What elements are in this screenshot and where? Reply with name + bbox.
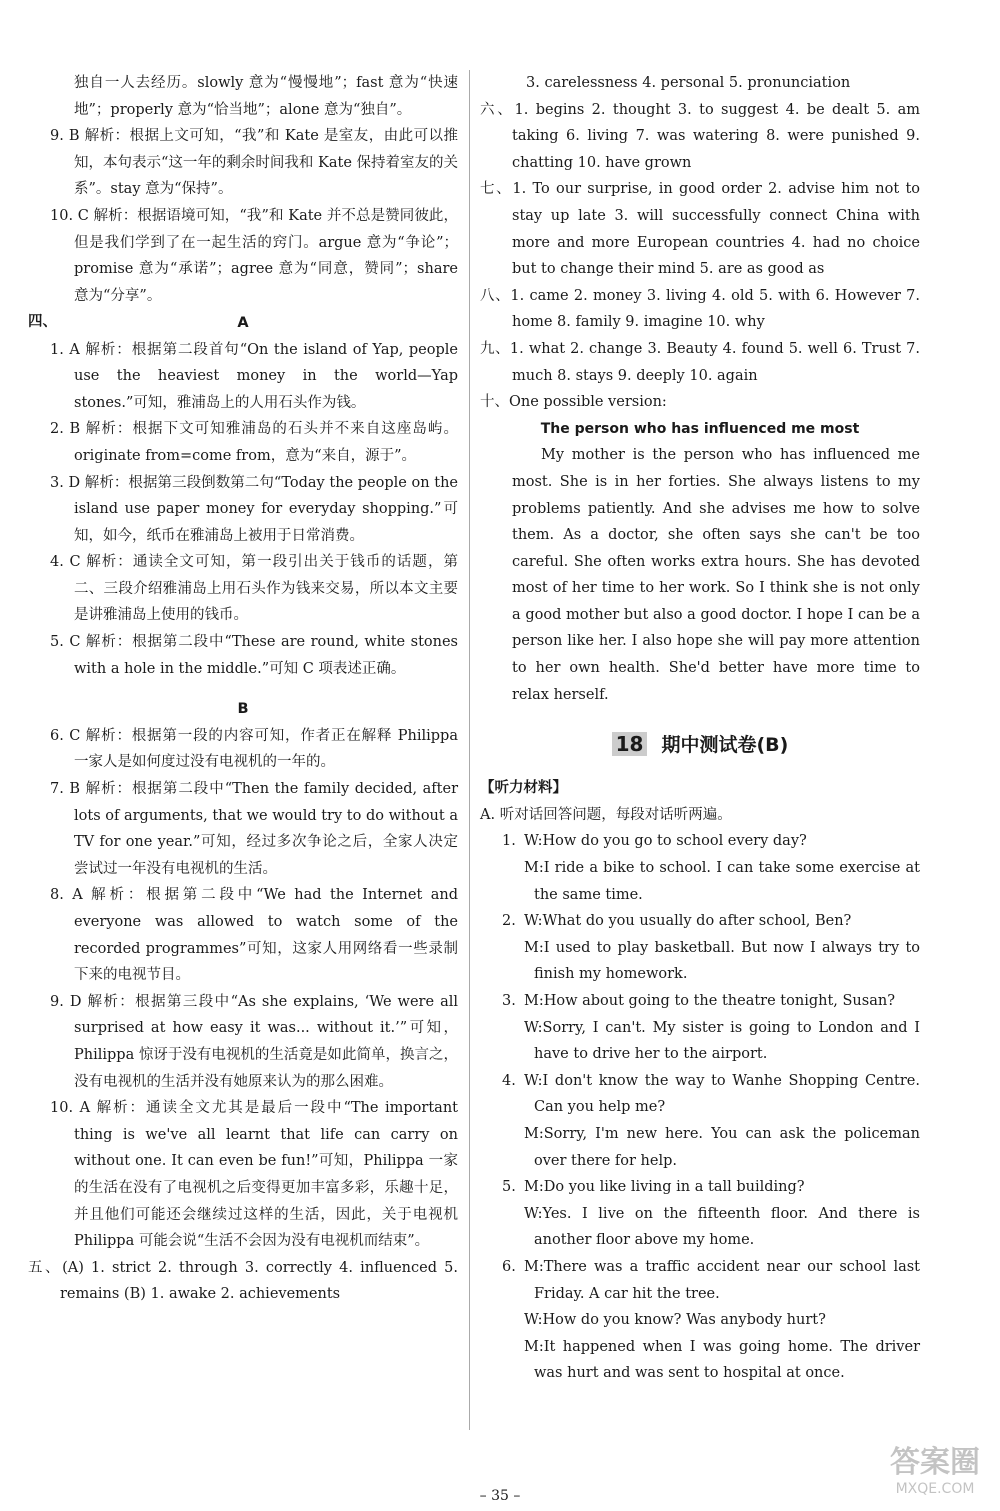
- speaker-label: M:: [524, 1338, 544, 1355]
- dialogue-line: [480, 1201, 920, 1254]
- dialogue-text: What do you usually do after school, Ben?: [542, 913, 852, 930]
- essay-title: The person who has influenced me most: [540, 420, 860, 437]
- speaker-label: M:: [524, 860, 544, 877]
- dialogue-text: Sorry, I'm new here. You can ask the policeman over there for help.: [534, 1125, 920, 1169]
- answer-a4: 4. C 解析：通读全文可知，第一段引出关于钱币的话题，第二、三段介绍雅浦岛上用石头作为钱来交易，所以本文主要是讲雅浦岛上使用的钱币。: [50, 554, 458, 624]
- section-seven: 七、1. To our surprise, in good order 2. advise him not to stay up late 3. will successfully connect China with more and more European countries 4. had no choice but to change their mind 5. are as good as: [480, 181, 920, 278]
- listening-heading: 【听力材料】: [480, 780, 567, 797]
- speaker-label: W:: [524, 913, 543, 930]
- dialogue-text: How do you know? Was anybody hurt?: [542, 1312, 826, 1329]
- passage-a-label: A: [237, 314, 249, 331]
- dialogue-line: [480, 1121, 920, 1174]
- dialogue-line: [480, 1254, 920, 1307]
- dialogue-text: I ride a bike to school. I can take some exercise at the same time.: [534, 860, 920, 903]
- dialogue-text: Sorry, I can't. My sister is going to London and I have to drive her to the airport.: [534, 1019, 920, 1063]
- chapter-title: 期中测试卷(B): [661, 734, 789, 757]
- section-eight: 八、1. came 2. money 3. living 4. old 5. with 6. However 7. home 8. family 9. imagine 10. why: [480, 287, 920, 331]
- watermark-text: 答案圈: [890, 1445, 980, 1480]
- dialogue-text: How about going to the theatre tonight, Susan?: [543, 993, 895, 1009]
- dialogue-text: Yes. I live on the fifteenth floor. And there is another floor above my home.: [534, 1205, 920, 1249]
- page-number: – 35 –: [479, 1488, 521, 1504]
- answer-b6: 6. C 解析：根据第一段的内容可知，作者正在解释 Philippa 一家人是如何度过没有电视机的一年的。: [50, 727, 458, 771]
- answer-text: 独自一人去经历。slowly 意为“慢慢地”；fast 意为“快速地”；properly 意为“恰当地”；alone 意为“独自”。: [74, 75, 458, 118]
- dialogue-line: [480, 1334, 920, 1387]
- section-ten: 十、One possible version:: [480, 394, 667, 411]
- answer-b8: 8. A 解析：根据第二段中“We had the Internet and everyone was allowed to watch some of the recorded programmes”可知，这家人用网络看一些录制下来的电视节目。: [50, 887, 458, 984]
- dialogue-line: [480, 1015, 920, 1068]
- speaker-label: W:: [524, 1205, 543, 1222]
- answer-a1: 1. A 解析：根据第二段首句“On the island of Yap, people use the heaviest money in the world—Yap stones.”可知，雅浦岛上的人用石头作为钱。: [50, 341, 458, 411]
- dialogue-text: I used to play basketball. But now I always try to finish my homework.: [534, 939, 920, 983]
- speaker-label: W:: [524, 833, 543, 850]
- answer-a2: 2. B 解析：根据下文可知雅浦岛的石头并不来自这座岛屿。originate from=come from，意为“来自，源于”。: [50, 421, 458, 464]
- right-column: [480, 70, 920, 1387]
- column-divider: [469, 70, 470, 1430]
- answer-a5: 5. C 解析：根据第二段中“These are round, white stones with a hole in the middle.”可知 C 项表述正确。: [50, 634, 458, 677]
- dialogue-text: Do you like living in a tall building?: [543, 1179, 805, 1196]
- speaker-label: M:: [524, 939, 544, 956]
- dialogue-list: [480, 828, 920, 1386]
- speaker-label: W:: [524, 1312, 543, 1329]
- dialogue-text: I don't know the way to Wanhe Shopping Centre. Can you help me?: [534, 1072, 920, 1116]
- dialogue-number: 6.: [502, 1258, 516, 1275]
- dialogue-line: [480, 855, 920, 908]
- chapter-heading: [480, 730, 920, 757]
- dialogue-line: [480, 908, 920, 935]
- speaker-label: M:: [524, 1125, 544, 1142]
- watermark-logo: [880, 1445, 990, 1505]
- dialogue-line: [480, 1174, 920, 1201]
- speaker-label: W:: [524, 1019, 543, 1036]
- answer-item-10: 10. C 解析：根据语境可知，“我”和 Kate 并不总是赞同彼此，但是我们学到了在一起生活的窍门。argue 意为“争论”；promise 意为“承诺”；agree 意为“同意，赞同”；share 意为“分享”。: [50, 207, 458, 304]
- watermark-url: MXQE.COM: [895, 1481, 975, 1497]
- dialogue-line: [480, 1068, 920, 1121]
- answer-a3: 3. D 解析：根据第三段倒数第二句“Today the people on the island use paper money for everyday shopping.”可知，如今，纸币在雅浦岛上被用于日常消费。: [50, 474, 458, 544]
- speaker-label: W:: [524, 1072, 543, 1089]
- dialogue-text: How do you go to school every day?: [542, 833, 807, 850]
- dialogue-number: 1.: [502, 833, 516, 850]
- chapter-number: 18: [612, 732, 648, 756]
- dialogue-number: 3.: [502, 993, 516, 1009]
- dialogue-text: There was a traffic accident near our school last Friday. A car hit the tree.: [534, 1258, 920, 1302]
- speaker-label: M:: [524, 1179, 544, 1196]
- dialogue-line: [480, 988, 920, 1015]
- section-four: 四、: [28, 314, 57, 331]
- dialogue-line: [480, 1307, 920, 1334]
- dialogue-number: 2.: [502, 913, 516, 930]
- dialogue-line: [480, 935, 920, 988]
- answer-item-9: 9. B 解析：根据上文可知，“我”和 Kate 是室友，由此可以推知，本句表示“这一年的剩余时间我和 Kate 保持着室友的关系”。stay 意为“保持”。: [50, 128, 459, 198]
- section-five: 五、(A) 1. strict 2. through 3. correctly 4. influenced 5. remains (B) 1. awake 2. achievements: [28, 1259, 458, 1303]
- answer-b9: 9. D 解析：根据第三段中“As she explains, ‘We were all surprised at how easy it was... without it.’”可知，Philippa 惊讶于没有电视机的生活竟是如此简单，换言之，没有电视机的生活并没有她原来认为的那么困难。: [50, 993, 458, 1090]
- answer-b7: 7. B 解析：根据第二段中“Then the family decided, after lots of arguments, that we would try to do without a TV for one year.”可知，经过多次争论之后，全家人决定尝试过一年没有电视机的生活。: [50, 781, 458, 877]
- dialogue-number: 5.: [502, 1179, 516, 1196]
- speaker-label: M:: [524, 1258, 544, 1275]
- dialogue-line: [480, 828, 920, 855]
- answer-b10: 10. A 解析：通读全文尤其是最后一段中“The important thing is we've all learnt that life can carry on without one. It can even be fun!”可知，Philippa 一家的生活在没有了电视机之后变得更加丰富多彩，乐趣十足，并且他们可能还会继续过这样的生活，因此，关于电视机 Philippa 可能会说“生活不会因为没有电视机而结束”。: [50, 1100, 458, 1250]
- passage-b-label: B: [237, 701, 249, 718]
- section-nine: 九、1. what 2. change 3. Beauty 4. found 5. well 6. Trust 7. much 8. stays 9. deeply 10. again: [480, 340, 920, 384]
- essay-body: My mother is the person who has influenced me most. She is in her forties. She always listens to my problems patiently. And she advises me how to solve them. As a doctor, she often says she can't be too careful. She often works extra hours. She has devoted most of her time to her work. So I think she is not only a good mother but also a good doctor. I hope I can be a person like her. I also hope she will pay more attention to her own health. She'd better have more time to relax herself.: [512, 447, 920, 703]
- dialogue-text: It happened when I was going home. The driver was hurt and was sent to hospital at once.: [534, 1338, 920, 1382]
- left-column: [28, 70, 458, 1308]
- speaker-label: M:: [524, 993, 544, 1009]
- section-six: 六、1. begins 2. thought 3. to suggest 4. be dealt 5. am taking 6. living 7. was watering 8. were punished 9. chatting 10. have grown: [480, 101, 920, 171]
- listening-intro: A. 听对话回答问题，每段对话听两遍。: [480, 806, 732, 823]
- answer-text-cont: 3. carelessness 4. personal 5. pronunciation: [526, 75, 851, 91]
- dialogue-number: 4.: [502, 1072, 516, 1089]
